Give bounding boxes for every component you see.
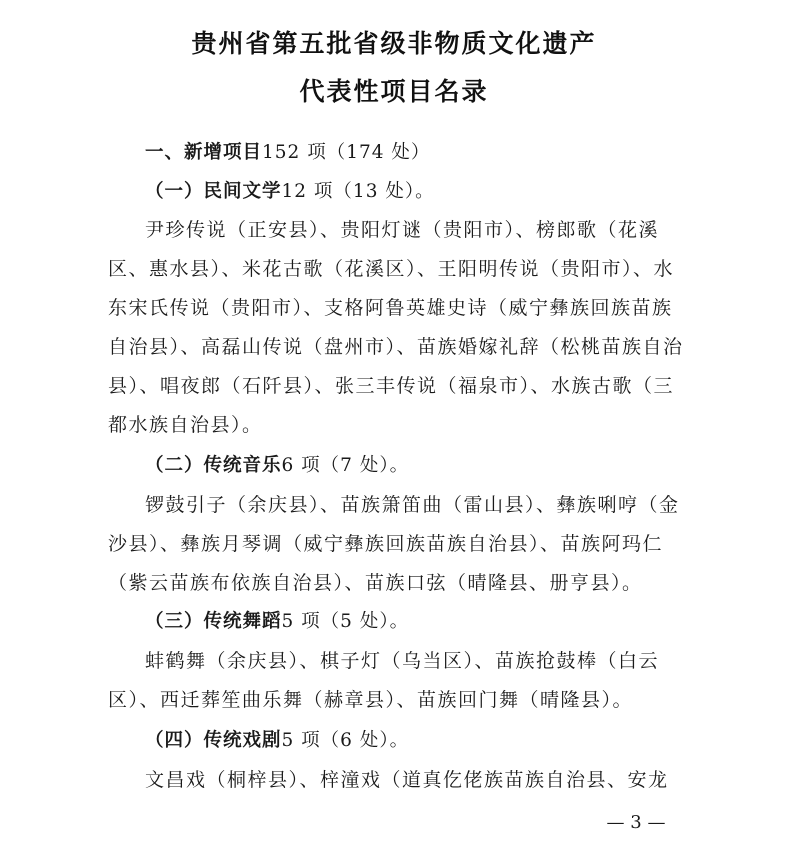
paragraph-line: 区、惠水县）、米花古歌（花溪区）、王阳明传说（贵阳市）、水: [108, 258, 675, 280]
category-heading-count: 12 项（13 处）。: [281, 181, 435, 202]
category-heading-count: 5 项（5 处）。: [281, 611, 410, 632]
paragraph-line: 都水族自治县）。: [108, 414, 263, 436]
paragraph-line: 沙县）、彝族月琴调（威宁彝族回族苗族自治县）、苗族阿玛仁: [108, 533, 664, 555]
category-heading-traditional-drama: [145, 728, 409, 754]
paragraph-line: 东宋氏传说（贵阳市）、支格阿鲁英雄史诗（威宁彝族回族苗族: [108, 297, 673, 319]
category-heading-count: 5 项（6 处）。: [281, 730, 410, 751]
document-title-line-1: 贵州省第五批省级非物质文化遗产: [191, 29, 597, 58]
paragraph-line: 自治县）、高磊山传说（盘州市）、苗族婚嫁礼辞（松桃苗族自治: [108, 336, 684, 358]
category-heading-label: （三）传统舞蹈: [145, 611, 282, 632]
category-heading-label: （一）民间文学: [145, 181, 282, 202]
paragraph-line: 锣鼓引子（余庆县）、苗族箫笛曲（雷山县）、彝族唎哼（金: [145, 494, 680, 516]
paragraph-line: 尹珍传说（正安县）、贵阳灯谜（贵阳市）、榜郎歌（花溪: [145, 219, 660, 241]
category-heading-label: （二）传统音乐: [145, 455, 282, 476]
category-heading-traditional-music: [145, 453, 409, 479]
page-number: — 3 —: [606, 812, 666, 833]
category-heading-label: （四）传统戏剧: [145, 730, 282, 751]
paragraph-line: 县）、唱夜郎（石阡县）、张三丰传说（福泉市）、水族古歌（三: [108, 375, 675, 397]
category-heading-count: 6 项（7 处）。: [281, 455, 410, 476]
paragraph-line: 蚌鹤舞（余庆县）、棋子灯（乌当区）、苗族抢鼓棒（白云: [145, 650, 660, 672]
paragraph-line: 文昌戏（桐梓县）、梓潼戏（道真仡佬族苗族自治县、安龙: [145, 769, 669, 791]
paragraph-line: 区）、西迁葬笙曲乐舞（赫章县）、苗族回门舞（晴隆县）。: [108, 689, 634, 711]
category-heading-folk-literature: [145, 179, 435, 205]
document-title-line-2: 代表性项目名录: [299, 77, 489, 106]
section-heading-new-items: [145, 140, 430, 166]
section-heading-label: 一、新增项目: [145, 142, 263, 163]
section-heading-count: 152 项（174 处）: [262, 142, 431, 163]
category-heading-traditional-dance: [145, 609, 409, 635]
paragraph-line: （紫云苗族布依族自治县）、苗族口弦（晴隆县、册亨县）。: [108, 572, 643, 594]
